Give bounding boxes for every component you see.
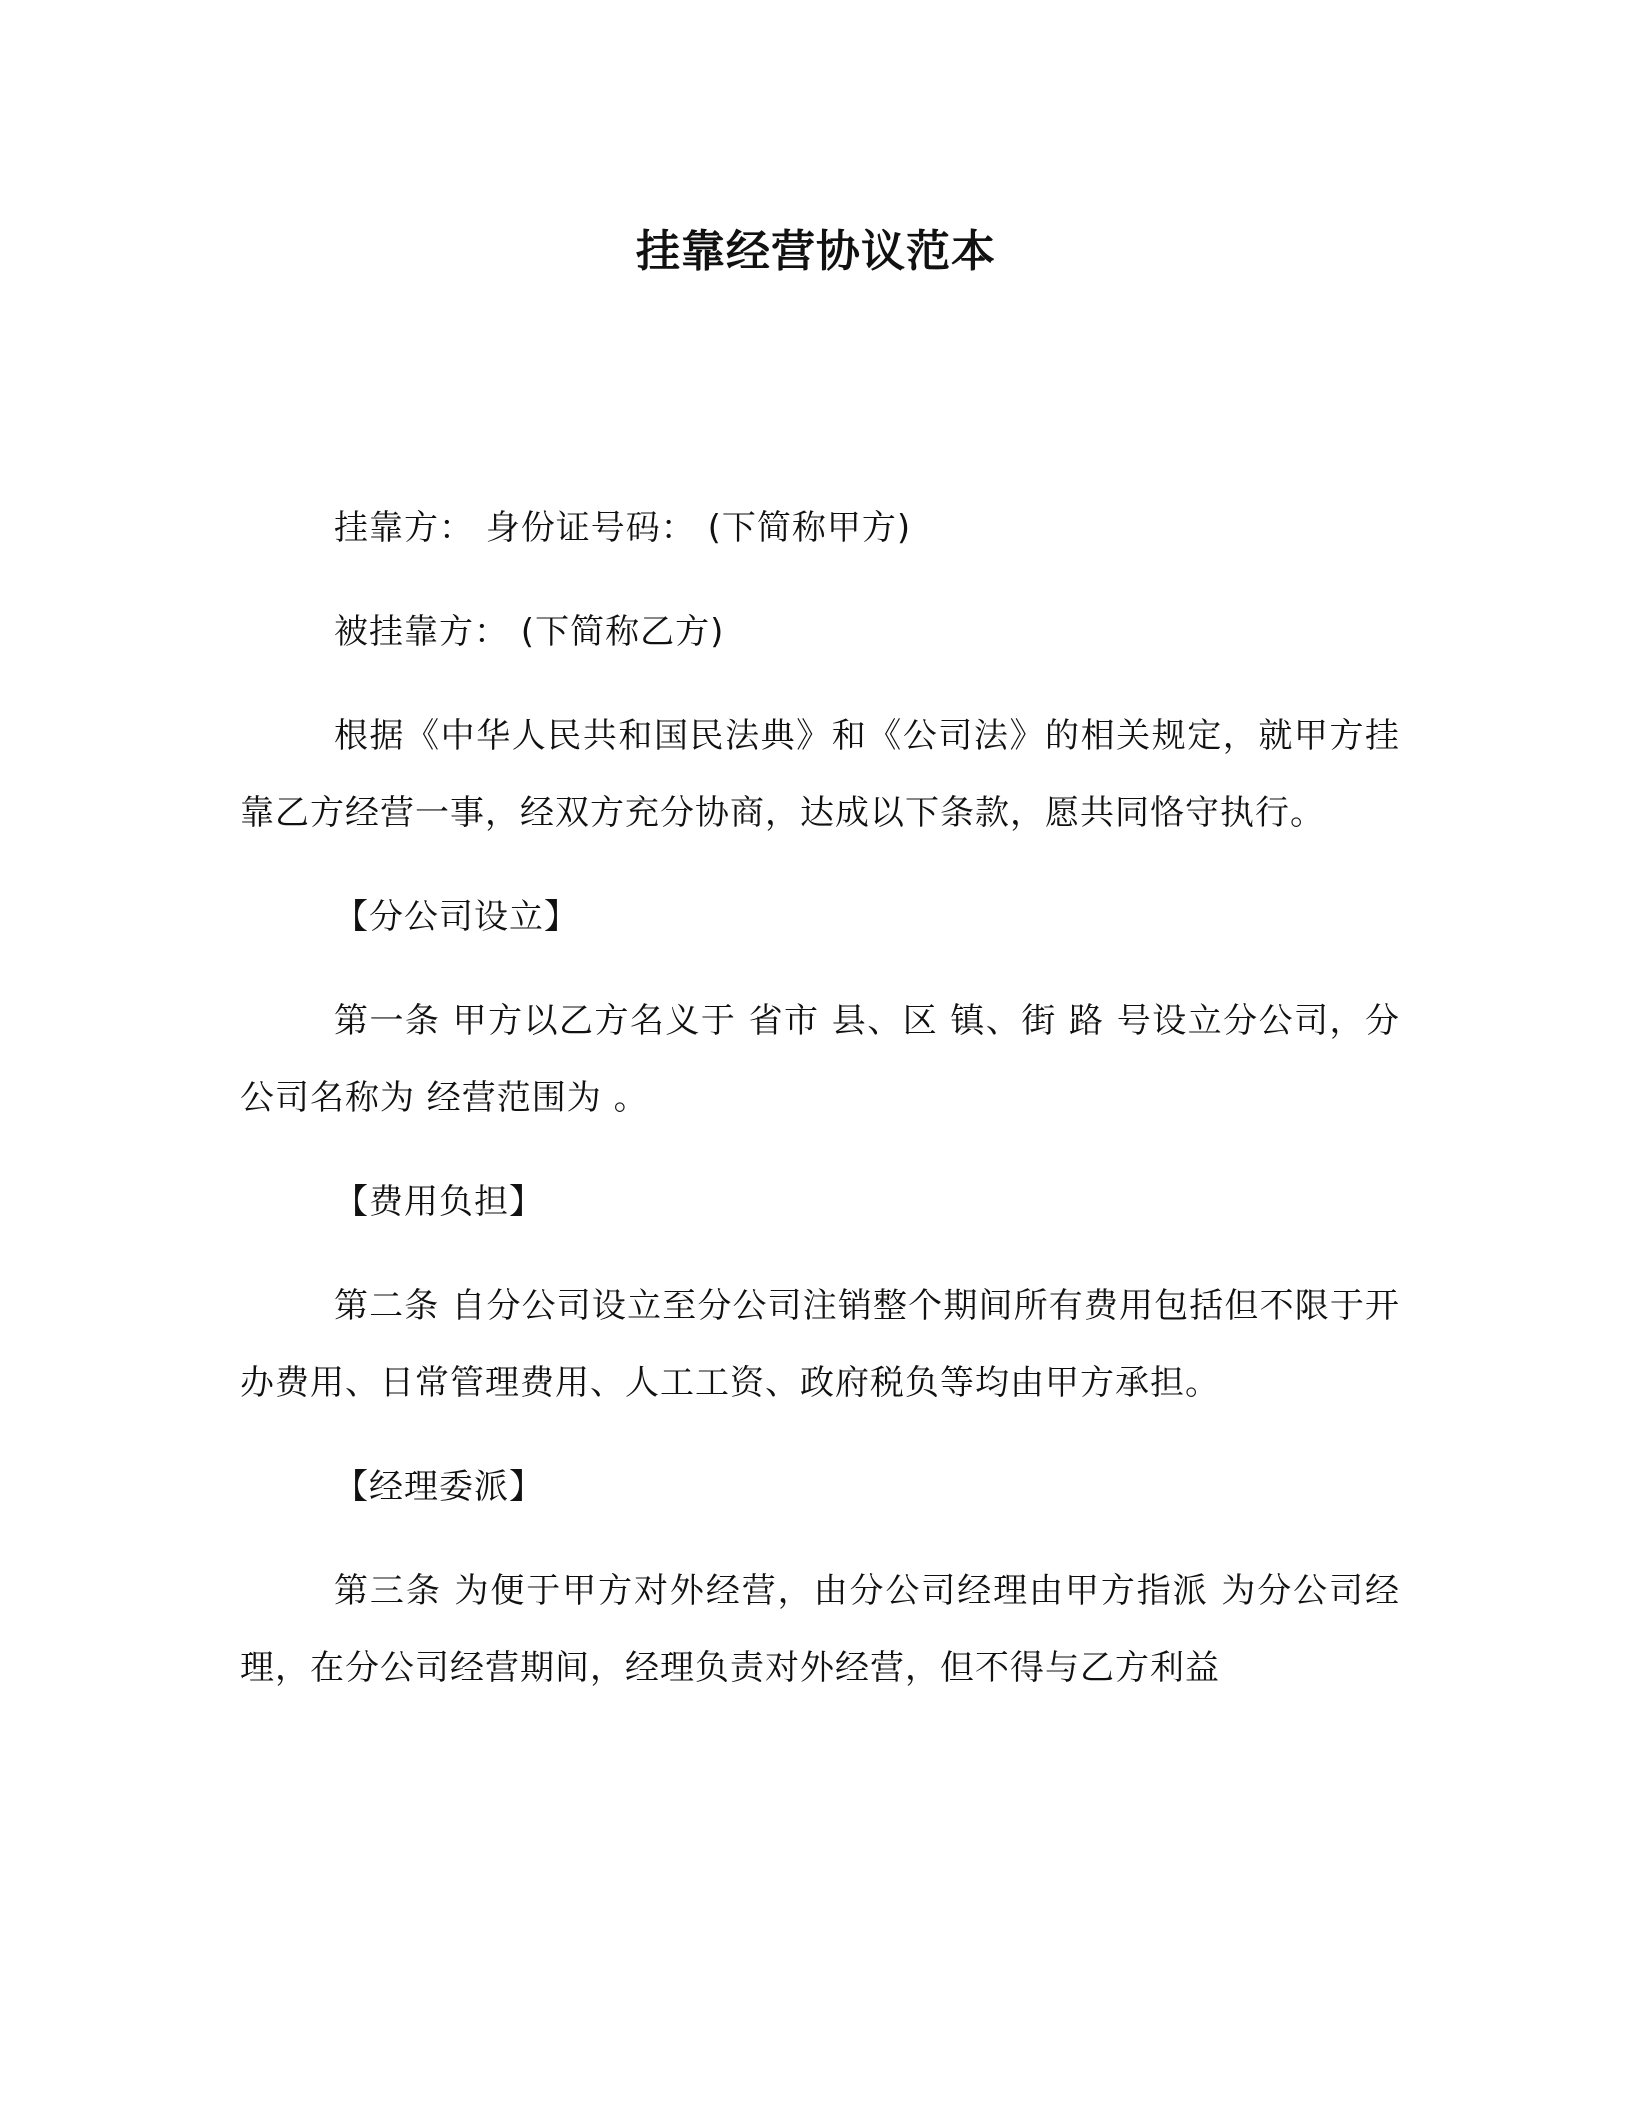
party-b-line: 被挂靠方： (下简称乙方) — [334, 612, 725, 652]
section-heading-expenses: 【费用负担】 — [334, 1182, 544, 1222]
section-heading-manager: 【经理委派】 — [334, 1467, 544, 1507]
section-heading-branch-setup: 【分公司设立】 — [334, 897, 579, 937]
article-3: 第三条 为便于甲方对外经营，由分公司经理由甲方指派 为分公司经理，在分公司经营期间，经理负责对外经营，但不得与乙方利益 — [240, 1571, 1400, 1688]
document-title: 挂靠经营协议范本 — [636, 226, 996, 277]
preamble-paragraph: 根据《中华人民共和国民法典》和《公司法》的相关规定，就甲方挂靠乙方经营一事，经双方充分协商，达成以下条款，愿共同恪守执行。 — [240, 716, 1400, 833]
party-a-line: 挂靠方： 身份证号码： (下简称甲方) — [334, 508, 912, 548]
document-body — [240, 490, 1400, 1707]
article-1: 第一条 甲方以乙方名义于 省市 县、区 镇、街 路 号设立分公司，分公司名称为 经营范围为 。 — [240, 1001, 1400, 1118]
article-2: 第二条 自分公司设立至分公司注销整个期间所有费用包括但不限于开办费用、日常管理费用、人工工资、政府税负等均由甲方承担。 — [240, 1286, 1400, 1403]
